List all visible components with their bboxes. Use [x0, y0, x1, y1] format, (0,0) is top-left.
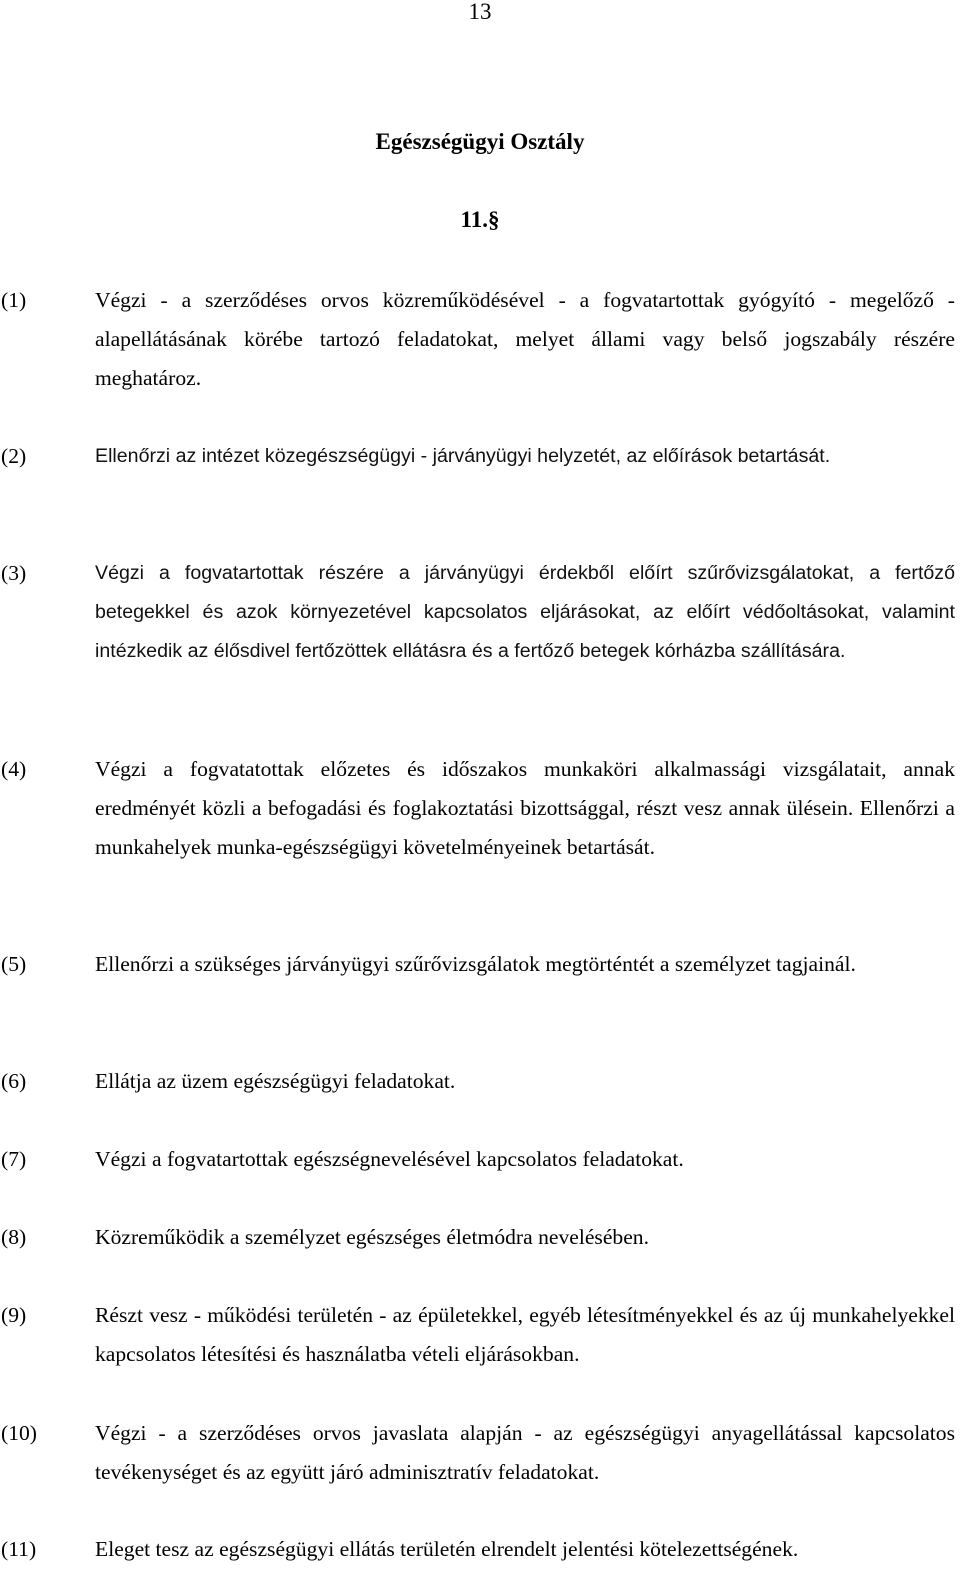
paragraph-text: Végzi a fogvatartottak egészségnevelésével kapcsolatos feladatokat. — [95, 1147, 684, 1171]
paragraph-text: Részt vesz - működési területén - az épületekkel, egyéb létesítményekkel és az új munkahelyekkel kapcsolatos létesítési és használatba vételi eljárásokban. — [95, 1303, 955, 1366]
paragraph-number: (3) — [1, 561, 27, 585]
paragraph-number: (9) — [1, 1303, 27, 1327]
section-title: Egészségügyi Osztály — [375, 129, 585, 154]
paragraph-number: (10) — [1, 1421, 37, 1445]
section-number: 11.§ — [460, 207, 500, 232]
paragraph-text: Ellátja az üzem egészségügyi feladatokat. — [95, 1069, 456, 1093]
paragraph-number: (1) — [1, 288, 27, 312]
paragraph-text: Eleget tesz az egészségügyi ellátás területén elrendelt jelentési kötelezettségének. — [95, 1537, 799, 1561]
paragraph-number: (6) — [1, 1069, 27, 1093]
paragraph-number: (11) — [1, 1537, 37, 1561]
paragraph-text: Végzi a fogvatatottak előzetes és időszakos munkaköri alkalmassági vizsgálatait, annak eredményét közli a befogadási és foglakoztatási bizottsággal, részt vesz annak ülésein. Ellenőrzi a munkahelyek munka-egészségügyi követelményeinek betartását. — [95, 757, 955, 859]
paragraph-number: (2) — [1, 444, 27, 468]
page-number: 13 — [468, 0, 492, 24]
paragraph-text: Végzi a fogvatartottak részére a járványügyi érdekből előírt szűrővizsgálatokat, a fertőző betegekkel és azok környezetével kapcsolatos eljárásokat, az előírt védőoltásokat, valamint intézkedik az élősdivel fertőzöttek ellátásra és a fertőző betegek kórházba szállítására. — [95, 562, 955, 662]
paragraph-number: (5) — [1, 952, 27, 976]
paragraph-number: (7) — [1, 1147, 27, 1171]
paragraph-text: Végzi - a szerződéses orvos közreműködésével - a fogvatartottak gyógyító - megelőző - alapellátásának körébe tartozó feladatokat, melyet állami vagy belső jogszabály részére meghatároz. — [95, 288, 955, 390]
paragraph-text: Ellenőrzi a szükséges járványügyi szűrővizsgálatok megtörténtét a személyzet tagjainál. — [95, 952, 856, 976]
paragraph-text: Közreműködik a személyzet egészséges életmódra nevelésében. — [95, 1225, 649, 1249]
paragraph-number: (4) — [1, 757, 27, 781]
paragraph-number: (8) — [1, 1225, 27, 1249]
paragraph-text: Ellenőrzi az intézet közegészségügyi - járványügyi helyzetét, az előírások betartását. — [95, 445, 831, 467]
paragraph-text: Végzi - a szerződéses orvos javaslata alapján - az egészségügyi anyagellátással kapcsolatos tevékenységet és az együtt járó adminisztratív feladatokat. — [95, 1421, 955, 1484]
